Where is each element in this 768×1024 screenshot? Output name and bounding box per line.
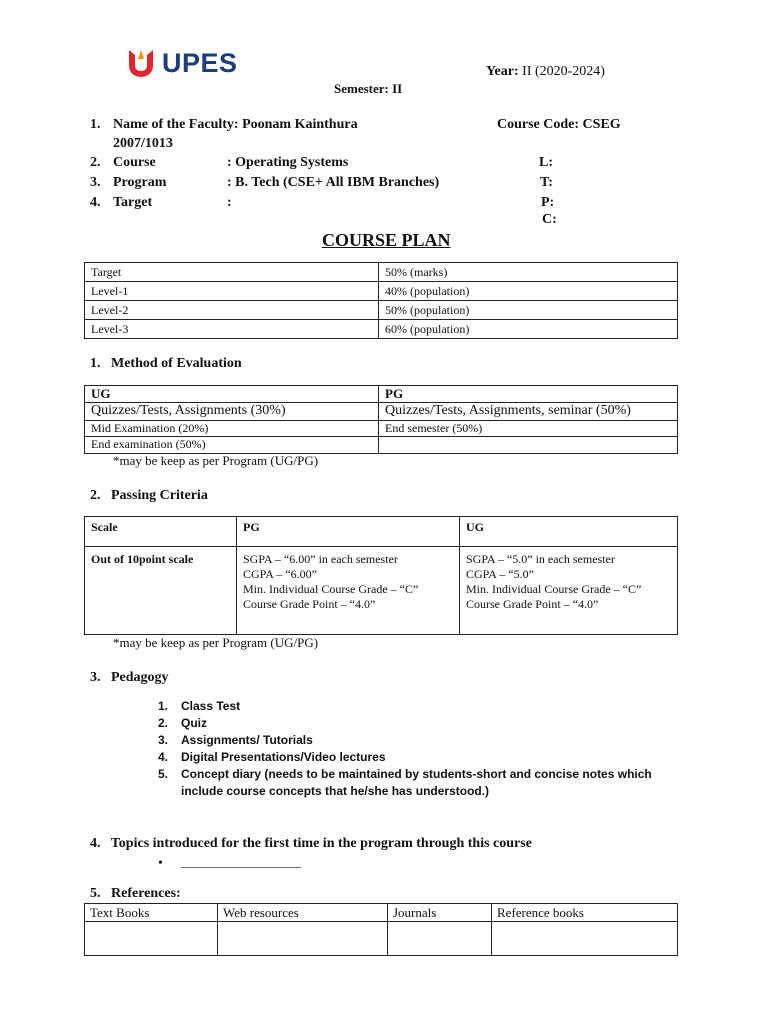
table-row [85,282,678,301]
year-label: Year: [486,64,519,79]
table-cell [379,437,678,454]
list-item [158,698,652,715]
header-pg: PG [237,517,460,547]
table-cell: Level-3 [85,320,379,339]
passing-note: *may be keep as per Program (UG/PG) [113,635,319,650]
target-label: Target [113,195,153,210]
ug-line: CGPA – “5.0” [466,567,534,581]
item-num: 2. [158,716,169,730]
table-cell: Level-2 [85,301,379,320]
course-plan-title: COURSE PLAN [322,230,451,250]
table-row [85,263,678,282]
pedagogy-list [158,698,652,800]
program-label: Program [113,175,167,190]
table-row [85,421,678,437]
header-scale: Scale [85,517,237,547]
item-text: Assignments/ Tutorials [181,733,313,747]
semester-label: Semester: [334,81,389,96]
header-journals: Journals [388,904,492,922]
pg-criteria-cell [237,547,460,635]
item-num: 1. [158,699,169,713]
item-text-continued: include course concepts that he/she has understood.) [181,784,490,798]
references-heading: 5. References: [90,886,181,901]
evaluation-note: *may be keep as per Program (UG/PG) [113,453,319,468]
evaluation-heading: 1. Method of Evaluation [90,356,242,371]
year-value: II (2020-2024) [522,64,605,79]
col-pg: PG [379,386,678,403]
year-line [486,63,605,81]
item-num: 5. [158,767,169,781]
table-row [85,320,678,339]
table-cell [492,922,678,956]
table-cell [85,922,218,956]
info-num-1: 1. [90,117,101,132]
table-row [85,437,678,454]
item-text: Concept diary (needs to be maintained by students-short and concise notes which [181,767,652,781]
pg-line: SGPA – “6.00” in each semester [243,552,398,566]
header-ug: UG [460,517,678,547]
topics-bullet: • [158,856,163,871]
passing-heading: 2. Passing Criteria [90,488,208,503]
topics-blank-line: ____________________ [181,855,301,869]
table-row [85,386,678,403]
upes-logo [126,46,238,80]
course-label: Course [113,155,156,170]
passing-table [84,516,678,635]
topics-heading: 4. Topics introduced for the first time in the program through this course [90,836,532,851]
header-web-resources: Web resources [218,904,388,922]
info-num-3: 3. [90,175,101,190]
table-row [85,547,678,635]
info-num-4: 4. [90,195,101,210]
table-row [85,922,678,956]
table-row [85,904,678,922]
item-text: Class Test [181,699,241,713]
table-cell: End semester (50%) [379,421,678,437]
item-num: 4. [158,750,169,764]
list-item [158,766,652,783]
list-item [158,749,652,766]
pg-line: Course Grade Point – “4.0” [243,597,376,611]
ltpc-t: T: [540,175,553,190]
course-code-continued: 2007/1013 [113,136,173,151]
item-text: Digital Presentations/Video lectures [181,750,386,764]
program-value: : B. Tech (CSE+ All IBM Branches) [227,175,440,190]
target-table [84,262,678,339]
col-ug: UG [85,386,379,403]
ug-criteria-cell [460,547,678,635]
table-cell: Quizzes/Tests, Assignments (30%) [85,403,379,421]
table-cell: Mid Examination (20%) [85,421,379,437]
table-cell: 60% (population) [379,320,678,339]
pg-line: CGPA – “6.00” [243,567,317,581]
header-reference-books: Reference books [492,904,678,922]
table-row [85,403,678,421]
course-code: Course Code: CSEG [497,117,621,132]
table-row [85,517,678,547]
logo-text: UPES [162,48,238,78]
pedagogy-heading: 3. Pedagogy [90,670,169,685]
semester-value: II [392,81,403,96]
evaluation-table [84,385,678,454]
item-text: Quiz [181,716,207,730]
pg-line: Min. Individual Course Grade – “C” [243,582,419,596]
table-cell: Target [85,263,379,282]
table-row [85,301,678,320]
table-cell: Level-1 [85,282,379,301]
table-cell [388,922,492,956]
table-cell: 50% (marks) [379,263,678,282]
references-table [84,903,678,956]
table-cell: Quizzes/Tests, Assignments, seminar (50%) [379,403,678,421]
table-cell: End examination (50%) [85,437,379,454]
ug-line: SGPA – “5.0” in each semester [466,552,615,566]
faculty-name: Name of the Faculty: Poonam Kainthura [113,117,358,132]
header-text-books: Text Books [85,904,218,922]
list-item [158,732,652,749]
ltpc-p: P: [541,195,555,210]
course-value: : Operating Systems [227,155,349,170]
item-num: 3. [158,733,169,747]
ltpc-c: C: [542,212,557,227]
table-cell: 40% (population) [379,282,678,301]
ltpc-l: L: [539,155,553,170]
list-item [158,715,652,732]
upes-logo-icon [126,46,156,80]
table-cell: 50% (population) [379,301,678,320]
semester-line [334,81,402,97]
ug-line: Course Grade Point – “4.0” [466,597,599,611]
ug-line: Min. Individual Course Grade – “C” [466,582,642,596]
table-cell [218,922,388,956]
scale-cell: Out of 10point scale [85,547,237,635]
target-value: : [227,195,232,210]
info-num-2: 2. [90,155,101,170]
